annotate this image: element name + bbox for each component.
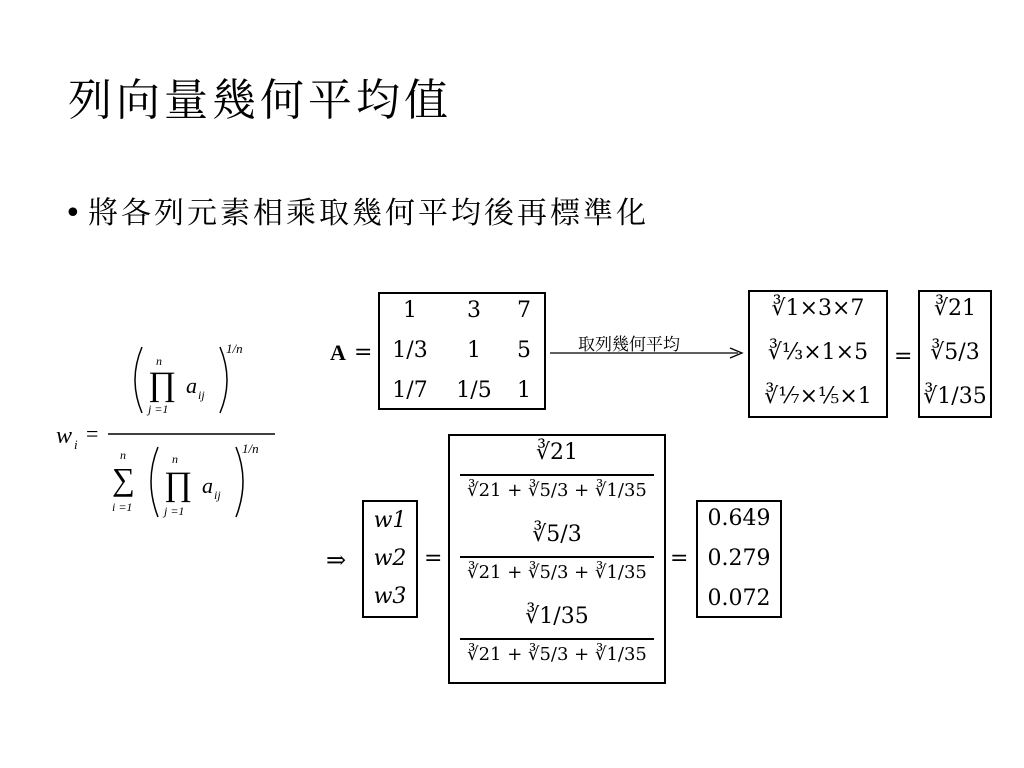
norm-denominator: ∛21 + ∛5/3 + ∛1/35 (467, 480, 647, 501)
num-left-paren (135, 347, 142, 413)
norm-denominator: ∛21 + ∛5/3 + ∛1/35 (467, 644, 647, 665)
den-exponent: 1/n (242, 441, 259, 456)
den-product-symbol: ∏ (164, 466, 192, 503)
den-term: a (202, 473, 213, 498)
norm-numerator: ∛5/3 (532, 522, 582, 547)
weight-values (696, 500, 782, 618)
matrix-a-cell: 1 (517, 378, 531, 403)
bullet-dot-icon: • (64, 196, 85, 231)
matrix-a-equals: = (354, 340, 373, 365)
num-term-sub: ij (198, 388, 205, 402)
slide-title: 列向量幾何平均值 (68, 75, 452, 126)
geometric-mean-column (748, 290, 888, 418)
geo-result-cell: ∛5/3 (930, 340, 980, 365)
weight-value: 0.072 (707, 586, 771, 611)
norm-denominator: ∛21 + ∛5/3 + ∛1/35 (467, 562, 647, 583)
den-sum-upper: n (120, 448, 126, 462)
matrix-a-cell: 7 (517, 298, 531, 323)
den-right-paren (236, 447, 243, 517)
den-sum-symbol: ∑ (112, 461, 135, 497)
matrix-a-cell: 1/3 (392, 338, 428, 363)
geo-mean-cell: ∛1×3×7 (771, 296, 865, 321)
norm-fraction-bar (460, 474, 654, 476)
norm-fraction-bar (460, 556, 654, 558)
den-sum-lower: i =1 (112, 500, 133, 514)
num-upper-limit: n (156, 354, 162, 368)
num-exponent: 1/n (226, 341, 243, 356)
geo-result-cell: ∛21 (933, 296, 976, 321)
bullet-text: 將各列元素相乘取幾何平均後再標準化 (88, 196, 649, 231)
den-left-paren (151, 447, 158, 517)
norm-fraction-bar (460, 638, 654, 640)
matrix-a-cell: 1/5 (456, 378, 492, 403)
bullet-item (64, 188, 649, 232)
den-prod-upper: n (172, 452, 178, 466)
equals-sign: = (894, 344, 913, 369)
formula-lhs-sub: i (74, 437, 78, 452)
geo-mean-cell: ∛⅐×⅕×1 (764, 384, 872, 409)
formula-lhs: w (56, 423, 73, 449)
num-right-paren (220, 347, 227, 413)
weight-name: w1 (373, 508, 407, 533)
norm-numerator: ∛1/35 (525, 604, 589, 629)
matrix-a-cell: 1 (403, 298, 417, 323)
matrix-a (378, 292, 546, 410)
normalization-matrix (448, 434, 666, 684)
equals-sign: = (424, 546, 443, 571)
weight-value: 0.279 (707, 546, 771, 571)
norm-numerator: ∛21 (535, 440, 578, 465)
den-term-sub: ij (214, 488, 221, 502)
formula-equals: = (86, 421, 99, 446)
weight-name: w3 (373, 584, 407, 609)
num-lower-limit: j =1 (148, 402, 169, 416)
right-arrow-icon (550, 345, 746, 361)
matrix-a-cell: 1 (467, 338, 481, 363)
weight-vector (362, 500, 418, 618)
matrix-a-cell: 1/7 (392, 378, 428, 403)
equals-sign: = (670, 546, 689, 571)
den-prod-lower: j =1 (164, 504, 185, 518)
num-term: a (186, 373, 197, 398)
matrix-a-cell: 5 (517, 338, 531, 363)
matrix-a-label: A (330, 340, 346, 365)
matrix-a-cell: 3 (467, 298, 481, 323)
weight-formula (50, 335, 290, 535)
geo-result-cell: ∛1/35 (923, 384, 987, 409)
arrow-label: 取列幾何平均 (578, 335, 680, 355)
weight-value: 0.649 (707, 506, 771, 531)
num-product-symbol: ∏ (148, 366, 176, 403)
geometric-mean-result (918, 290, 992, 418)
implies-symbol: ⇒ (326, 546, 347, 574)
geo-mean-cell: ∛⅓×1×5 (767, 340, 869, 365)
weight-name: w2 (373, 546, 407, 571)
